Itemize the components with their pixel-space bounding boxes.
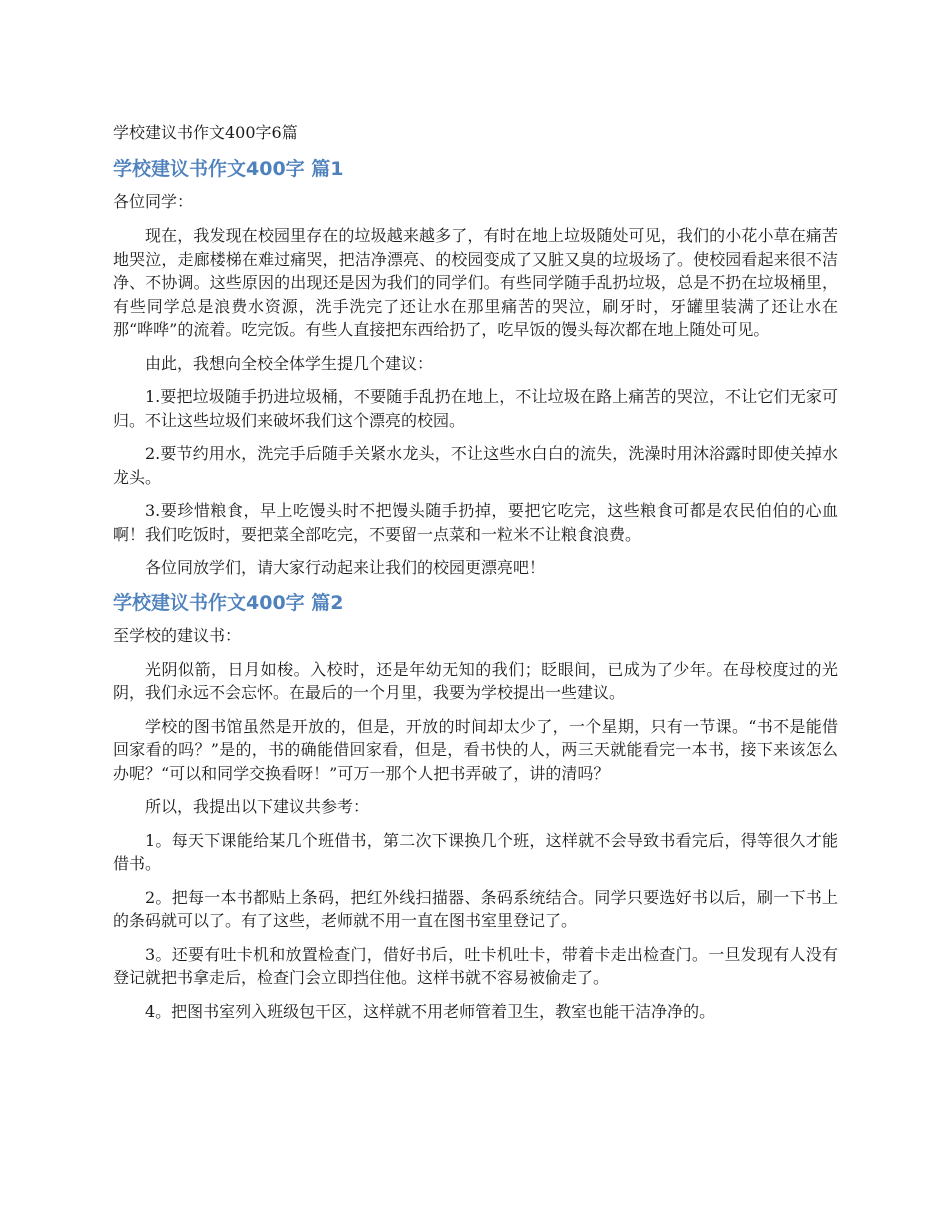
paragraph: 1.要把垃圾随手扔进垃圾桶，不要随手乱扔在地上，不让垃圾在路上痛苦的哭泣，不让它们无家可归。不让这些垃圾们来破坏我们这个漂亮的校园。	[113, 387, 838, 430]
section-heading: 学校建议书作文400字 篇2	[113, 591, 344, 614]
paragraph: 学校的图书馆虽然是开放的，但是，开放的时间却太少了，一个星期，只有一节课。“书不是能借回家看的吗？”是的，书的确能借回家看，但是，看书快的人，两三天就能看完一本书，接下来该怎么办呢？“可以和同学交换看呀！”可万一那个人把书弄破了，讲的清吗？	[113, 716, 838, 783]
salutation: 至学校的建议书：	[113, 625, 242, 645]
essay-section-2	[113, 590, 838, 1024]
paragraph: 由此，我想向全校全体学生提几个建议：	[145, 353, 434, 373]
paragraph: 现在，我发现在校园里存在的垃圾越来越多了，有时在地上垃圾随处可见，我们的小花小草在痛苦地哭泣，走廊楼梯在难过痛哭，把洁净漂亮、的校园变成了又脏又臭的垃圾场了。使校园看起来很不洁净、不协调。这些原因的出现还是因为我们的同学们。有些同学随手乱扔垃圾，总是不扔在垃圾桶里，有些同学总是浪费水资源，洗手洗完了还让水在那里痛苦的哭泣，刷牙时，牙罐里装满了还让水在那“哗哗”的流着。吃完饭。有些人直接把东西给扔了，吃早饭的馒头每次都在地上随处可见。	[113, 226, 838, 339]
paragraph: 2.要节约用水，洗完手后随手关紧水龙头，不让这些水白白的流失，洗澡时用沐浴露时即使关掉水龙头。	[113, 444, 838, 487]
paragraph: 3。还要有吐卡机和放置检查门，借好书后，吐卡机吐卡，带着卡走出检查门。一旦发现有人没有登记就把书拿走后，检查门会立即挡住他。这样书就不容易被偷走了。	[113, 944, 838, 987]
paragraph: 各位同放学们，请大家行动起来让我们的校园更漂亮吧！	[145, 558, 546, 577]
essay-section-1	[113, 156, 838, 580]
paragraph: 1。每天下课能给某几个班借书，第二次下课换几个班，这样就不会导致书看完后，得等很久才能借书。	[113, 830, 838, 873]
paragraph: 所以，我提出以下建议共参考：	[145, 797, 370, 816]
paragraph: 3.要珍惜粮食，早上吃馒头时不把馒头随手扔掉，要把它吃完，这些粮食可都是农民伯伯的心血啊！我们吃饭时，要把菜全部吃完，不要留一点菜和一粒米不让粮食浪费。	[113, 501, 838, 544]
paragraph: 光阴似箭，日月如梭。入校时，还是年幼无知的我们；眨眼间，已成为了少年。在母校度过的光阴，我们永远不会忘怀。在最后的一个月里，我要为学校提出一些建议。	[113, 659, 838, 702]
paragraph: 4。把图书室列入班级包干区，这样就不用老师管着卫生，教室也能干洁净净的。	[145, 1001, 716, 1021]
section-heading: 学校建议书作文400字 篇1	[113, 158, 344, 180]
salutation: 各位同学：	[113, 192, 194, 211]
paragraph: 2。把每一本书都贴上条码，把红外线扫描器、条码系统结合。同学只要选好书以后，刷一下书上的条码就可以了。有了这些，老师就不用一直在图书室里登记了。	[113, 887, 838, 930]
document-page	[113, 120, 838, 1033]
document-title: 学校建议书作文400字6篇	[113, 123, 298, 142]
